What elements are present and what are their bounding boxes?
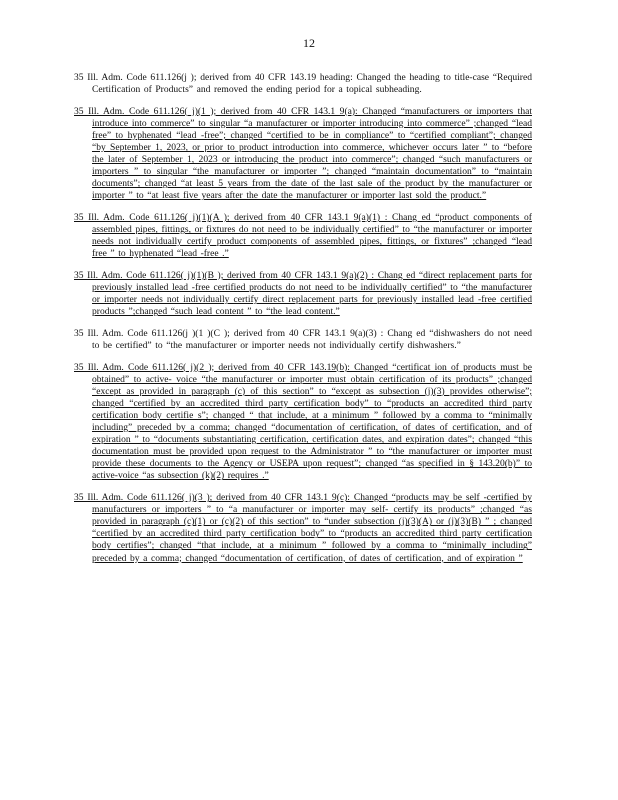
page-number: 12 (303, 36, 315, 50)
amendment-note: 35 Ill. Adm. Code 611.126( j)(3 ); derived from 40 CFR 143.1 9(c): Changed “products may be self -certified by manufacturers or importers ” to “a manufacturer or importer may self- certify its products” ;changed “as provided in paragraph (c)(1) or (c)(2) of this section” to “under subsection (j)(3)(A) or (j)(3)(B) ” ; changed “certified by an accredited third party certification body” to “products an accredited third party certification body certifies”; changed “that include, at a minimum ” followed by a comma to “minimally including” preceded by a comma; changed “documentation of certification, of dates of certification, and of expiration ” (74, 492, 532, 564)
amendment-note: 35 Ill. Adm. Code 611.126( j)(1 ); derived from 40 CFR 143.1 9(a): Changed “manufacturers or importers that introduce into commerce” to singular “a manufacturer or importer introducing into commerce” ;changed “lead free” to hyphenated “lead -free”; changed “certified to be in compliance” to “certified compliant”; changed “by September 1, 2023, or prior to product introduction into commerce, whichever occurs later ” to “before the later of September 1, 2023 or introducing the product into commerce”; changed “such manufacturers or importers ” to singular “the manufacturer or importer ”; changed “maintain documentation” to “maintain documents”; changed “at least 5 years from the date of the last sale of the product by the manufacturer or importer ” to “at least five years after the date the manufacturer or importer last sold the product.” (74, 105, 532, 202)
amendment-note: 35 Ill. Adm. Code 611.126( j)(1)(A ); derived from 40 CFR 143.1 9(a)(1) : Chang ed “product components of assembled pipes, fittings, or fixtures do not need to be individually certified” to “the manufacturer or importer needs not individually certify product components of assembled pipes, fittings, or fixtures” ;changed “lead free ” to hyphenated “lead -free .” (74, 212, 532, 260)
amendment-note: 35 Ill. Adm. Code 611.126( j)(1)(B ); derived from 40 CFR 143.1 9(a)(2) : Chang ed “direct replacement parts for previously installed lead -free certified products do not need to be individually certified” to “the manufacturer or importer needs not individually certify direct replacement parts for previously installed lead -free certified products ”;changed “such lead content ” to “the lead content.” (74, 269, 532, 318)
amendment-note: 35 Ill. Adm. Code 611.126(j )(1 )(C ); derived from 40 CFR 143.1 9(a)(3) : Chang ed “dishwashers do not need to be certified” to “the manufacturer or importer needs not individually certify dishwashers.” (74, 327, 532, 351)
amendment-notes (74, 72, 532, 572)
amendment-note: 35 Ill. Adm. Code 611.126( j)(2 ); derived from 40 CFR 143.19(b): Changed “certificat ion of products must be obtained” to active- voice “the manufacturer or importer must obtain certification of its products” ;changed “except as provided in paragraph (c) of this section” to “except as subsection (j)(3) provides otherwise”; changed “certified by an accredited third party certification body” to “products an accredited third party certification body certifie s”; changed “ that include, at a minimum ” followed by a comma to “minimally including” preceded by a comma; changed “documentation of certification, of dates of certification, and of expiration ” to “documents substantiating certification, certification dates, and expiration dates”; changed “this documentation must be provided upon request to the Administrator ” to “the manufacturer or importer must provide these documents to the Agency or USEPA upon request”; changed “as specified in § 143.20(b)” to active-voice “as subsection (k)(2) requires .” (74, 361, 532, 482)
amendment-note: 35 Ill. Adm. Code 611.126(j ); derived from 40 CFR 143.19 heading: Changed the heading to title-case “Required Certification of Products” and removed the ending period for a topical subheading. (74, 72, 532, 96)
